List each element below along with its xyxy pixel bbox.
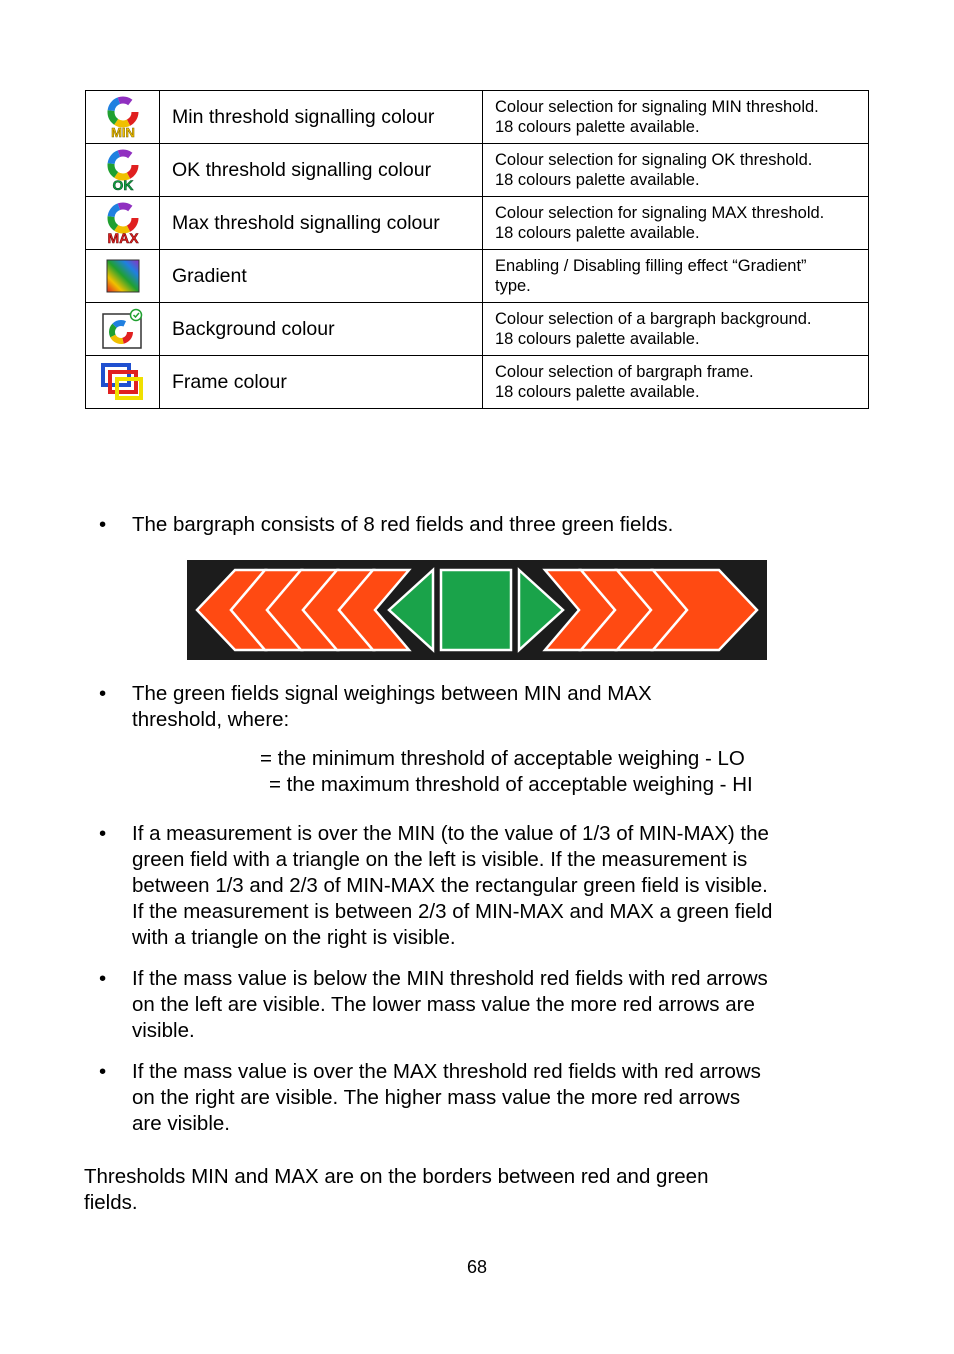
text-line: If a measurement is over the MIN (to the value of 1/3 of MIN-MAX) the (132, 822, 769, 845)
description-line: Colour selection for signaling OK threshold. (495, 150, 813, 169)
text-line: visible. (132, 1019, 195, 1042)
bullet-text (132, 681, 852, 733)
description-line: Colour selection of bargraph frame. (495, 362, 754, 381)
description-line: Enabling / Disabling filling effect “Gradient” (495, 256, 807, 275)
min-threshold-colour-icon (103, 96, 143, 138)
description-line: 18 colours palette available. (495, 330, 700, 348)
icon-cell (86, 197, 160, 250)
setting-description (483, 250, 869, 303)
bullet-marker: • (99, 513, 107, 536)
page-number: 68 (466, 1257, 488, 1277)
setting-description (483, 197, 869, 250)
setting-description (483, 356, 869, 409)
gradient-icon (106, 259, 140, 293)
text-line: with a triangle on the right is visible. (132, 926, 456, 949)
icon-cell (86, 356, 160, 409)
text-line: green field with a triangle on the left is visible. If the measurement is (132, 848, 748, 871)
bullet-text (132, 821, 852, 951)
icon-label-max: MAX (106, 230, 139, 244)
text-line: The bargraph consists of 8 red fields and three green fields. (132, 513, 674, 536)
bullet-marker: • (99, 1060, 107, 1083)
description-line: 18 colours palette available. (495, 171, 700, 189)
text-line: on the right are visible. The higher mass value the more red arrows (132, 1086, 741, 1109)
text-line: on the left are visible. The lower mass value the more red arrows are (132, 993, 755, 1016)
setting-name: Min threshold signalling colour (160, 91, 483, 144)
bullet-marker: • (99, 967, 107, 990)
bullet-marker: • (99, 822, 107, 845)
description-line: 18 colours palette available. (495, 383, 700, 401)
ok-threshold-colour-icon (103, 149, 143, 191)
text-line: The green fields signal weighings between MIN and MAX (132, 682, 652, 705)
bullet-text (132, 512, 852, 538)
setting-name: Max threshold signalling colour (160, 197, 483, 250)
setting-description (483, 303, 869, 356)
setting-description (483, 91, 869, 144)
setting-name: Frame colour (160, 356, 483, 409)
table-row (86, 197, 869, 250)
description-line: 18 colours palette available. (495, 118, 700, 136)
setting-name: Background colour (160, 303, 483, 356)
table-row (86, 91, 869, 144)
text-line: If the mass value is over the MAX threshold red fields with red arrows (132, 1060, 761, 1083)
table-row (86, 144, 869, 197)
description-line: type. (495, 277, 531, 295)
max-threshold-colour-icon (101, 202, 145, 244)
max-definition: = the maximum threshold of acceptable weighing - HI (269, 773, 753, 796)
icon-label-min: MIN (110, 125, 135, 138)
text-line: are visible. (132, 1112, 230, 1135)
text-line: If the mass value is below the MIN threshold red fields with red arrows (132, 967, 768, 990)
table-row (86, 356, 869, 409)
text-line: fields. (84, 1191, 138, 1214)
bullet-text (132, 966, 852, 1044)
min-definition: = the minimum threshold of acceptable weighing - LO (260, 747, 745, 770)
green-field-rectangle (441, 570, 511, 650)
setting-description (483, 144, 869, 197)
icon-cell (86, 144, 160, 197)
settings-table (85, 90, 869, 409)
icon-cell (86, 303, 160, 356)
table-row (86, 303, 869, 356)
description-line: Colour selection for signaling MAX threshold. (495, 203, 825, 222)
text-line: threshold, where: (132, 708, 290, 731)
description-line: 18 colours palette available. (495, 224, 700, 242)
text-line: between 1/3 and 2/3 of MIN-MAX the rectangular green field is visible. (132, 874, 768, 897)
background-colour-icon (101, 308, 145, 350)
description-line: Colour selection for signaling MIN threshold. (495, 97, 819, 116)
thresholds-paragraph (84, 1164, 864, 1216)
text-line: Thresholds MIN and MAX are on the borders between red and green (84, 1165, 709, 1188)
icon-cell (86, 250, 160, 303)
frame-colour-icon (100, 362, 146, 402)
icon-label-ok: OK (112, 177, 133, 191)
bullet-marker: • (99, 682, 107, 705)
icon-cell (86, 91, 160, 144)
text-line: If the measurement is between 2/3 of MIN-MAX and MAX a green field (132, 900, 773, 923)
setting-name: OK threshold signalling colour (160, 144, 483, 197)
table-row (86, 250, 869, 303)
setting-name: Gradient (160, 250, 483, 303)
bullet-text (132, 1059, 852, 1137)
description-line: Colour selection of a bargraph background. (495, 309, 812, 328)
bargraph-illustration (187, 560, 767, 660)
